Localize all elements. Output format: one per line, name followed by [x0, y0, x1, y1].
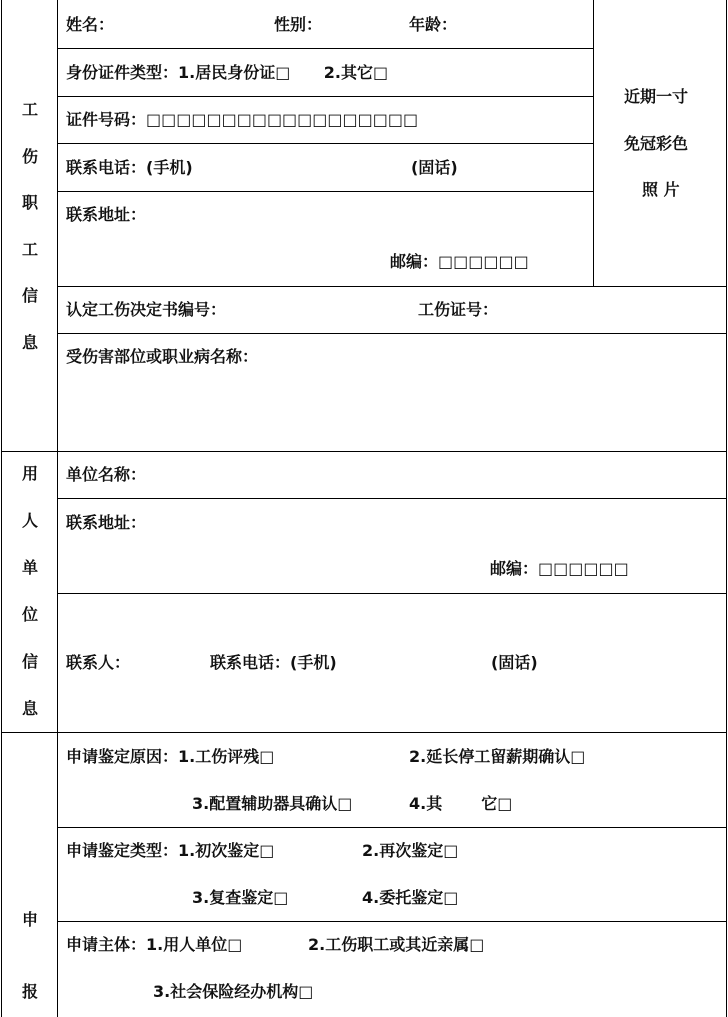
- employer-phone-landline-label: (固话): [491, 653, 538, 672]
- reason-option-1: 申请鉴定原因：1.工伤评残□: [66, 747, 275, 766]
- section-divider: [1, 732, 727, 733]
- gender-label: 性别：: [274, 15, 323, 34]
- decision-number-label: 认定工伤决定书编号：: [66, 300, 227, 319]
- side-column-divider: [57, 0, 58, 1017]
- table-border-left: [1, 0, 2, 1017]
- subject-option-2: 2.工伤职工或其近亲属□: [308, 935, 485, 954]
- row-divider: [57, 286, 727, 287]
- row-divider: [57, 96, 594, 97]
- injured-part-label: 受伤害部位或职业病名称：: [66, 347, 259, 366]
- id-number-line: 证件号码：□□□□□□□□□□□□□□□□□□: [66, 110, 419, 129]
- name-label: 姓名：: [66, 15, 115, 34]
- side-char: 用: [21, 464, 38, 483]
- table-border-right: [726, 0, 727, 1017]
- side-char: 伤: [21, 147, 38, 166]
- row-divider: [57, 191, 594, 192]
- injury-cert-label: 工伤证号：: [418, 300, 499, 319]
- reason-option-4: 4.其 它□: [409, 794, 513, 813]
- row-divider: [57, 593, 727, 594]
- age-label: 年龄：: [409, 15, 458, 34]
- unit-name-label: 单位名称：: [66, 465, 147, 484]
- photo-caption-line2: 免冠彩色: [624, 134, 689, 153]
- postcode-label: 邮编：□□□□□□: [390, 252, 529, 271]
- side-char: 工: [21, 240, 38, 259]
- row-divider: [57, 48, 594, 49]
- reason-option-3: 3.配置辅助器具确认□: [192, 794, 353, 813]
- side-char: 位: [21, 605, 38, 624]
- type-option-4: 4.委托鉴定□: [362, 888, 459, 907]
- side-char: 单: [21, 558, 38, 577]
- photo-caption-line1: 近期一寸: [624, 87, 689, 106]
- contact-person-label: 联系人：: [66, 653, 131, 672]
- row-divider: [57, 921, 727, 922]
- phone-landline-label: (固话): [411, 158, 458, 177]
- row-divider: [57, 827, 727, 828]
- photo-caption-line3: 照 片: [642, 180, 680, 199]
- side-char: 人: [21, 511, 38, 530]
- side-char: 工: [21, 100, 38, 119]
- reason-option-2: 2.延长停工留薪期确认□: [409, 747, 586, 766]
- side-char: 息: [21, 699, 38, 718]
- id-type-line: 身份证件类型：1.居民身份证□ 2.其它□: [66, 63, 389, 82]
- employer-phone-mobile-label: 联系电话：(手机): [210, 653, 337, 672]
- side-char: 信: [21, 286, 38, 305]
- row-divider: [57, 498, 727, 499]
- section-divider: [1, 451, 727, 452]
- type-option-2: 2.再次鉴定□: [362, 841, 459, 860]
- side-char: 信: [21, 652, 38, 671]
- row-divider: [57, 143, 594, 144]
- side-char: 职: [21, 193, 38, 212]
- type-option-3: 3.复查鉴定□: [192, 888, 289, 907]
- employer-postcode-label: 邮编：□□□□□□: [490, 559, 629, 578]
- subject-option-3: 3.社会保险经办机构□: [153, 982, 314, 1001]
- subject-option-1: 申请主体：1.用人单位□: [66, 935, 243, 954]
- phone-mobile-label: 联系电话：(手机): [66, 158, 193, 177]
- row-divider: [57, 333, 727, 334]
- side-char: 申: [21, 910, 38, 929]
- side-char: 报: [21, 982, 38, 1001]
- type-option-1: 申请鉴定类型：1.初次鉴定□: [66, 841, 275, 860]
- side-char: 息: [21, 333, 38, 352]
- employer-address-label: 联系地址：: [66, 513, 147, 532]
- address-label: 联系地址：: [66, 205, 147, 224]
